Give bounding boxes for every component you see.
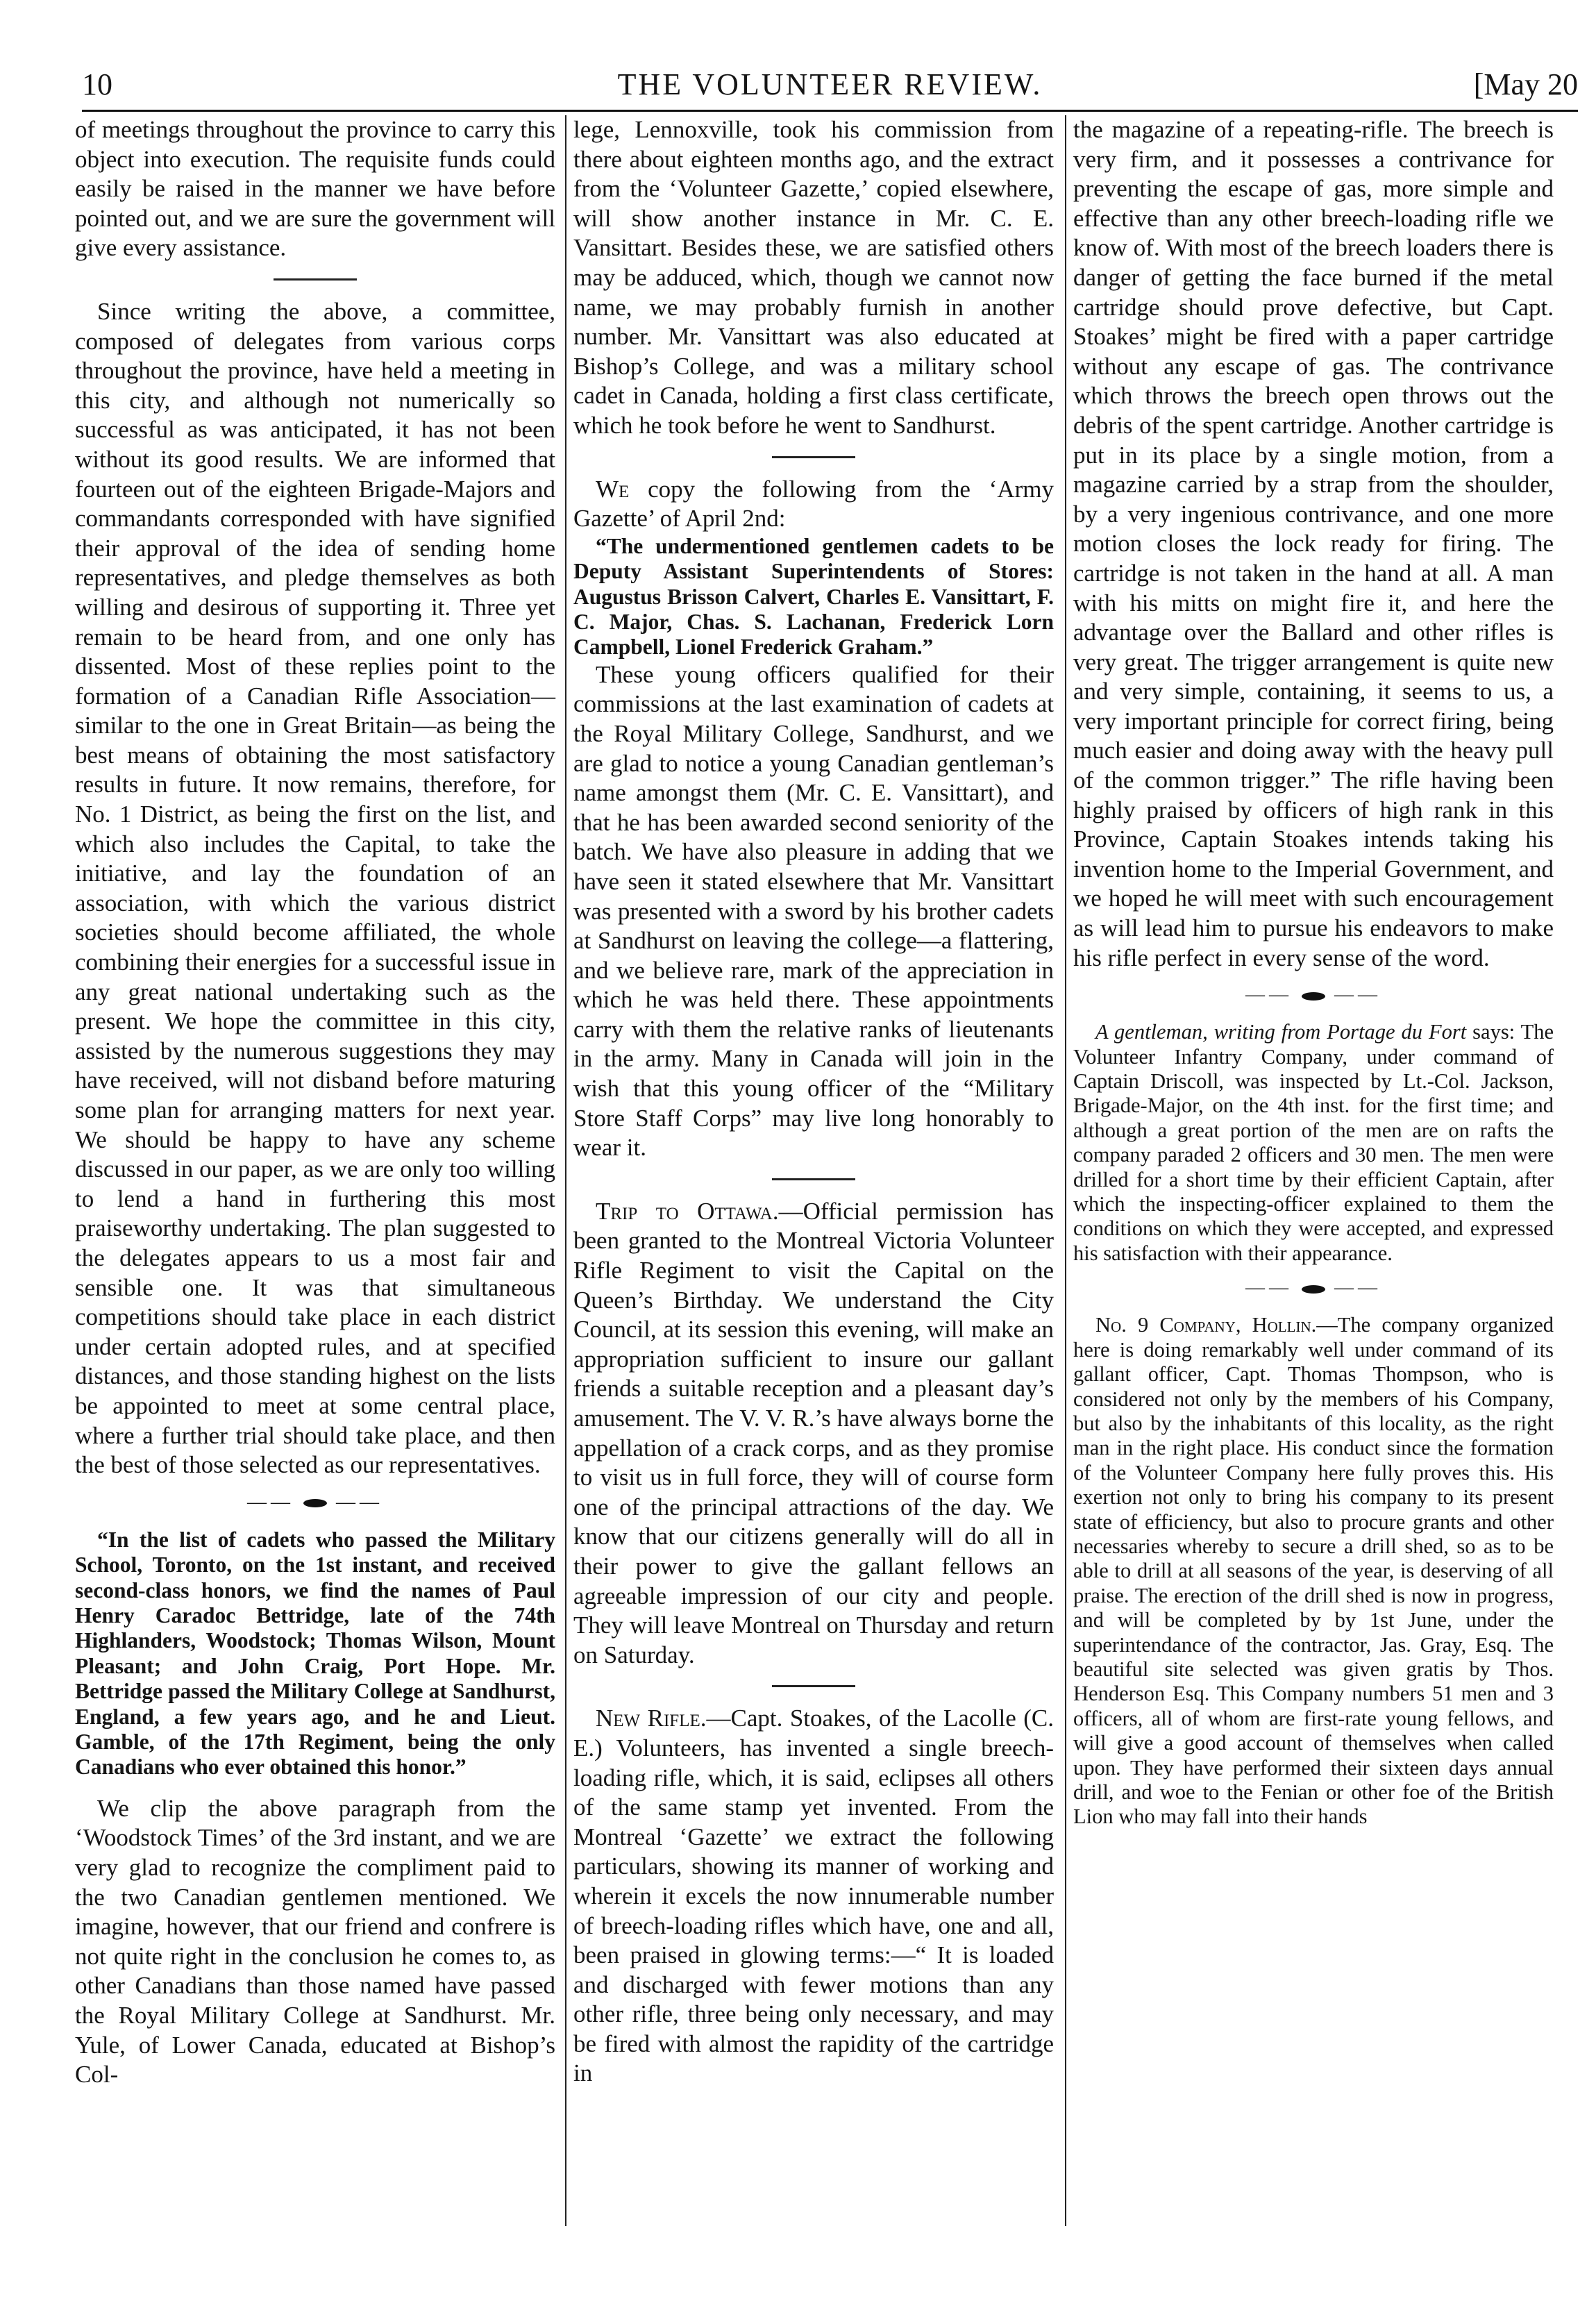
paragraph-text: says: The Volunteer Infantry Company, under command of Captain Driscoll, was inspected by Lt.-Col. Jackson, Brigade-Major, on the 4th inst. for the first time; and although a great portion of the men are on rafts the company paraded 2 officers and 30 men. The men were drilled for a short time by their efficient Captain, after which the inspecting-officer explained to them the conditions on which they were accepted, and expressed his satisfaction with their appearance.: [1073, 1020, 1554, 1265]
section-rule: [772, 1685, 855, 1687]
article-paragraph: the magazine of a repeating-rifle. The breech is very firm, and it possesses a contrivance for preventing the escape of gas, more simple and effective than any other breech-loading rifle we know of. With most of the breech loaders there is danger of getting the face burned if the metal cartridge should prove defective, but Capt. Stoakes’ might be fired with a paper cartridge without any escape of gas. The contrivance which throws the breech open throws out the debris of the spent cartridge. Another cartridge is put in its place by a single motion, from a magazine carried by a strap from the shoulder, by a very ingenious contrivance, and one more motion closes the lock ready for firing. The cartridge is not taken in the hand at all. A man with his mitts on might fire it, and here the advantage over the Ballard and other rifles is very great. The trigger arrangement is quite new and very simple, containing, it seems to us, a very important principle for correct firing, being much easier and doing away with the heavy pull of the common trigger.” The rifle having been highly praised by officers of high rank in this Province, Captain Stoakes intends taking his invention home to the Imperial Government, and we hoped he will meet with such encouragement as will lead him to pursue his endeavors to make his rifle perfect in every sense of the word.: [1073, 116, 1554, 971]
article-paragraph: Since writing the above, a committee, composed of delegates from various corps throughout the province, have held a meeting in this city, and although not numerically so successful as was anticipated, it has not been without its good results. We are informed that fourteen out of the eighteen Brigade-Majors and commandants corresponded with have signified their approval of the idea of sending home representatives, and pledge themselves as both willing and desirous of supporting it. Three yet remain to be heard from, and one only has dissented. Most of these replies point to the formation of a Canadian Rifle Association—similar to the one in Great Britain—as being the best means of obtaining the most satisfactory results in future. It now remains, therefore, for No. 1 District, as being the first on the list, and which also includes the Capital, to take the initiative, and lay the foundation of an association, with which the various district societies should become affiliated, the whole combining their energies for a successful issue in any great national undertaking such as the present. We hope the committee in this city, assisted by the numerous suggestions they may have received, will not disband before maturing some plan for arranging matters for next year. We should be happy to have any scheme discussed in our paper, as we are only too willing to lend a hand in furthering this most praiseworthy undertaking. The plan suggested to the delegates appears to us a most fair and sensible one. It was that simultaneous competitions should take place in each district under certain adopted rules, and at specified distances, and those standing highest on the lists be appointed to meet at some central place, where a further trial should take place, and then the best of those selected as our representatives.: [75, 297, 555, 1479]
lead-word: We: [596, 475, 630, 503]
column-1: [75, 115, 555, 2090]
section-heading: No. 9 Company, Hollin.: [1095, 1313, 1317, 1337]
section-heading: Trip to Ottawa.: [596, 1197, 779, 1225]
article-paragraph: [573, 475, 1054, 534]
paragraph-text: —Official permission has been granted to the Montreal Victoria Volunteer Rifle Regiment to visit the Capital on the Queen’s Birthday. We understand the City Council, at its session this evening, will make an appropriation sufficient to insure our gallant friends a suitable reception and a pleasant day’s amusement. The V. V. R.’s have always borne the appellation of a crack corps, and as they promise to visit us in full force, they will of course form one of the principal attractions of the day. We know that our citizens generally will do all in their power to give the gallant fellows an agreeable impression of our city and people. They will leave Montreal on Thursday and return on Saturday.: [573, 1197, 1054, 1668]
italic-lead: A gentleman, writing from Portage du Fort: [1095, 1020, 1467, 1044]
column-divider: [1065, 115, 1066, 2226]
article-paragraph: [573, 1197, 1054, 1671]
article-paragraph: [573, 1704, 1054, 2089]
column-3: [1073, 115, 1554, 1830]
quoted-paragraph: “The undermentioned gentlemen cadets to be Deputy Assistant Superintendents of Stores: Augustus Brisson Calvert, Charles E. Vansittart, F. C. Major, Chas. S. Lachanan, Frederick Lorn Campbell, Lionel Frederick Graham.”: [573, 533, 1054, 660]
issue-date: [May 20: [1473, 67, 1578, 101]
section-rule: [274, 278, 357, 281]
section-rule: [772, 456, 855, 458]
column-divider: [565, 115, 566, 2226]
article-paragraph: [1073, 1313, 1554, 1830]
article-paragraph: These young officers qualified for their commissions at the last examination of cadets at the Royal Military College, Sandhurst, and we are glad to notice a young Canadian gentleman’s name amongst them (Mr. C. E. Vansittart), and that he has been awarded second seniority of the batch. We have also pleasure in adding that we have seen it stated elsewhere that Mr. Vansittart was presented with a sword by his brother cadets at Sandhurst on leaving the college—a flattering, and we believe rare, mark of the appreciation in which he was held there. These appointments carry with them the relative ranks of lieutenants in the army. Many in Canada will join in the wish that this young officer of the “Military Store Staff Corps” may live long honorably to wear it.: [573, 660, 1054, 1162]
paragraph-text: —Capt. Stoakes, of the Lacolle (C. E.) Volunteers, has invented a single breech-loading rifle, which, it is said, eclipses all others of the same stamp yet invented. From the Montreal ‘Gazette’ we extract the following particulars, showing its manner of working and wherein it excels the now innumerable number of breech-loading rifles which have, one and all, been praised in glowing terms:—“ It is loaded and discharged with fewer motions than any other rifle, three being only necessary, and may be fired with almost the rapidity of the cartridge in: [573, 1705, 1054, 2087]
quoted-paragraph: “In the list of cadets who passed the Military School, Toronto, on the 1st instant, and received second-class honors, we find the names of Paul Henry Caradoc Bettridge, late of the 74th Highlanders, Woodstock; Thomas Wilson, Mount Pleasant; and John Craig, Port Hope. Mr. Bettridge passed the Military College at Sandhurst, England, a few years ago, and he and Lieut. Gamble, of the 17th Regiment, being the only Canadians who ever obtained this honor.”: [75, 1527, 555, 1780]
newspaper-title: THE VOLUNTEER REVIEW.: [617, 67, 1043, 101]
article-paragraph: of meetings throughout the province to carry this object into execution. The requisite funds could easily be raised in the manner we have before pointed out, and we are sure the government will give every assistance.: [75, 116, 555, 262]
ornament-divider: —— ——: [247, 1491, 383, 1513]
article-paragraph: We clip the above paragraph from the ‘Woodstock Times’ of the 3rd instant, and we are very glad to recognize the compliment paid to the two Canadian gentlemen mentioned. We imagine, however, that our friend and confrere is not quite right in the conclusion he comes to, as other Canadians than those named have passed the Royal Military College at Sandhurst. Mr. Yule, of Lower Canada, educated at Bishop’s Col-: [75, 1794, 555, 2089]
page-number: 10: [82, 67, 112, 101]
header-rule: [82, 110, 1578, 112]
section-heading: New Rifle.: [596, 1705, 707, 1732]
paragraph-text: —The company organized here is doing remarkably well under command of its gallant officer, Capt. Thomas Thompson, who is considered not only by the members of his Company, but also by the inhabitants of this locality, as the right man in the right place. His conduct since the formation of the Volunteer Company here fully proves this. His exertion not only to bring his company to its present state of efficiency, but also to procure grants and other necessaries whereby to secure a drill shed, so as to be able to drill at all seasons of the year, is deserving of all praise. The erection of the drill shed is now in progress, and will be completed by by 1st June, under the superintendance of the contractor, Jas. Gray, Esq. The beautiful site selected was given gratis by Thos. Henderson Esq. This Company numbers 51 men and 3 officers, all of whom are first-rate young fellows, and will give a good account of themselves when called upon. They have performed their sixteen days annual drill, and woe to the Fenian or other foe of the British Lion who may fall into their hands: [1073, 1313, 1554, 1829]
ornament-divider: —— ——: [1245, 984, 1381, 1006]
column-2: [573, 115, 1054, 2089]
paragraph-text: copy the following from the ‘Army Gazette’ of April 2nd:: [573, 475, 1054, 533]
page-header: [82, 67, 1578, 106]
ornament-divider: —— ——: [1245, 1277, 1381, 1299]
article-paragraph: [1073, 1020, 1554, 1266]
article-paragraph: lege, Lennoxville, took his commission from there about eighteen months ago, and the extract from the ‘Volunteer Gazette,’ copied elsewhere, will show another instance in Mr. C. E. Vansittart. Besides these, we are satisfied others may be adduced, which, though we cannot now name, we may probably furnish in another number. Mr. Vansittart was also educated at Bishop’s College, and was a military school cadet in Canada, holding a first class certificate, which he took before he went to Sandhurst.: [573, 116, 1054, 439]
section-rule: [772, 1178, 855, 1180]
